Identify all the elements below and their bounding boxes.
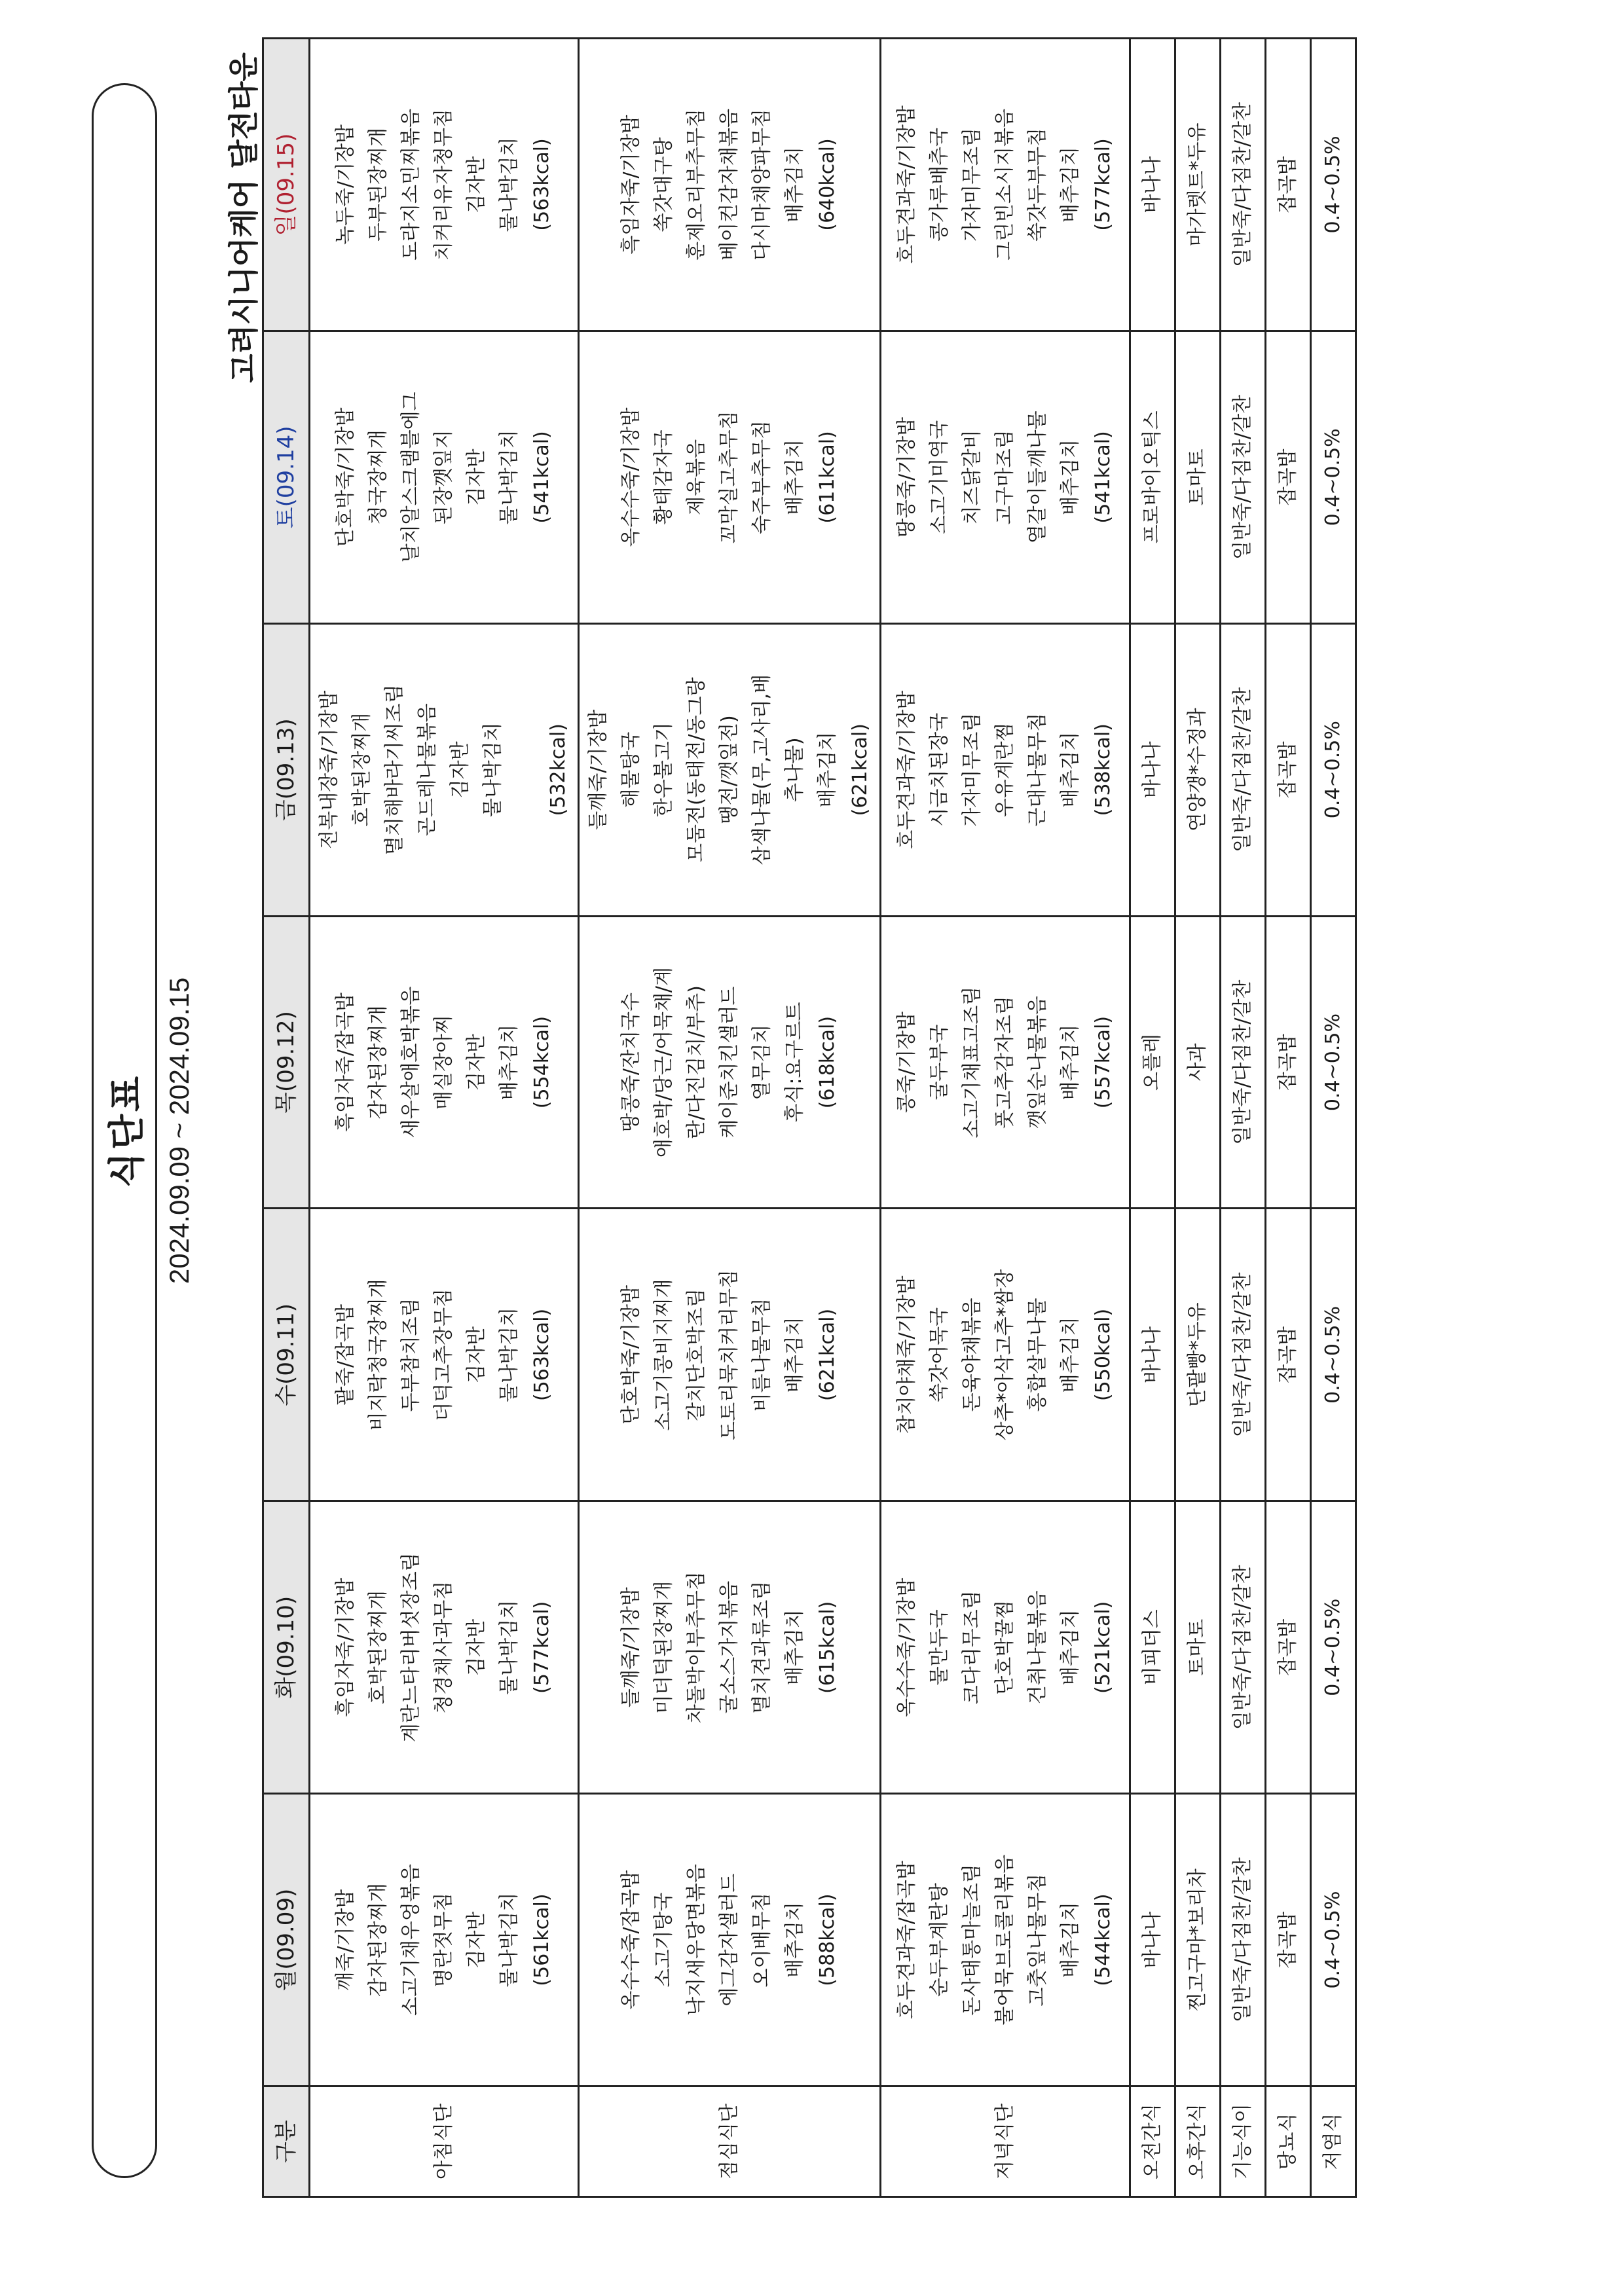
menu-item: 팥죽/잡곡밥 (334, 1303, 357, 1406)
menu-item: 흑임자죽/기장밥 (619, 115, 642, 255)
menu-item: 녹두죽/기장밥 (334, 124, 357, 245)
menu-item: 새우살애호박볶음 (399, 986, 422, 1139)
menu-item: 풋고추감자조림 (993, 996, 1016, 1129)
menu-item: 소고기콩비지찌개 (652, 1279, 675, 1431)
extra-cell: 일반죽/다짐찬/갈찬 (1221, 1209, 1266, 1501)
extra-cell: 토마토 (1175, 1501, 1221, 1794)
menu-item: 다시마채양파무침 (750, 109, 773, 261)
menu-item: 꼬막실고추무침 (718, 410, 741, 544)
menu-item: 훈제오리부추무침 (685, 109, 708, 261)
menu-item: 비지락청국장찌개 (367, 1279, 390, 1431)
extra-cell: 잡곡밥 (1266, 1501, 1311, 1794)
menu-item: 깻잎순나물볶음 (1026, 996, 1049, 1129)
menu-item: 물나박김치 (498, 1892, 521, 1988)
menu-item: 도라지소민찌볶음 (399, 109, 422, 261)
menu-item: 물만두국 (928, 1609, 951, 1686)
menu-item: 청경채사과무침 (432, 1580, 455, 1714)
extra-cell: 단팥빵*두유 (1175, 1209, 1221, 1501)
menu-item: (640kcal) (816, 138, 839, 231)
menu-item: 들깨죽/기장밥 (619, 1587, 642, 1708)
menu-item: 배추김치 (1059, 731, 1082, 808)
menu-item: 베이컨감자채볶음 (718, 109, 741, 261)
extra-cell: 바나나 (1130, 1209, 1175, 1501)
menu-cell (881, 1794, 1130, 2086)
day-header: 화(09.10) (263, 1501, 310, 1794)
menu-item: (615kcal) (816, 1601, 839, 1694)
extra-cell: 연양갱*수정과 (1175, 623, 1221, 916)
menu-item: 열갈이들깨나물 (1026, 410, 1049, 544)
menu-cell (881, 39, 1130, 331)
menu-item: (618kcal) (816, 1015, 839, 1109)
extra-cell: 토마토 (1175, 331, 1221, 623)
day-header: 목(09.12) (263, 916, 310, 1209)
menu-item: 호두견과죽/기장밥 (895, 690, 918, 849)
meal-row (881, 39, 1130, 2197)
extra-cell: 잡곡밥 (1266, 39, 1311, 331)
menu-cell (579, 1794, 881, 2086)
day-header: 수(09.11) (263, 1209, 310, 1501)
menu-item: 배추김치 (783, 1609, 806, 1686)
menu-item: 옥수수죽/기장밥 (619, 407, 642, 547)
extra-row (1175, 39, 1221, 2197)
menu-item: 배추김치 (1059, 1317, 1082, 1393)
menu-item: 쑥갓어묵국 (928, 1307, 951, 1402)
menu-item: 계란느타리버섯장조림 (399, 1552, 422, 1743)
menu-cell (310, 916, 579, 1209)
extra-cell: 잡곡밥 (1266, 1209, 1311, 1501)
menu-item: (541kcal) (1092, 431, 1115, 524)
menu-item: (532kcal) (547, 723, 570, 816)
menu-item: 제육볶음 (685, 439, 708, 515)
menu-item: 김자반 (465, 448, 488, 506)
menu-item: 우유계란찜 (993, 722, 1016, 818)
menu-item: 갈치단호박조림 (685, 1288, 708, 1421)
menu-item: (557kcal) (1092, 1015, 1115, 1109)
extra-row-label: 당뇨식 (1266, 2086, 1311, 2197)
extra-row (1266, 39, 1311, 2197)
extra-cell: 비피더스 (1130, 1501, 1175, 1794)
extra-cell: 찐고구마*보리차 (1175, 1794, 1221, 2086)
menu-item: 배추김치 (1059, 439, 1082, 515)
menu-item: (521kcal) (1092, 1601, 1115, 1694)
menu-item: 배추김치 (783, 1902, 806, 1978)
menu-item: (563kcal) (530, 138, 553, 231)
menu-item: 상추*아삭고추*쌈장 (993, 1269, 1016, 1441)
menu-item: 황태감자국 (652, 429, 675, 525)
menu-item: 돈육야채볶음 (961, 1298, 984, 1412)
extra-cell: 0.4~0.5% (1311, 331, 1356, 623)
menu-cell (310, 331, 579, 623)
menu-item: (621kcal) (816, 1308, 839, 1402)
extra-cell: 바나나 (1130, 1794, 1175, 2086)
menu-item: 케이준치킨샐러드 (718, 986, 741, 1139)
menu-item: (563kcal) (530, 1308, 553, 1402)
extra-cell: 잡곡밥 (1266, 331, 1311, 623)
menu-item: 흑임자죽/잡곡밥 (334, 993, 357, 1133)
menu-cell (310, 1501, 579, 1794)
menu-item: 건취나물볶음 (1026, 1590, 1049, 1705)
menu-item: 물나박김치 (498, 1599, 521, 1695)
menu-cell (579, 1209, 881, 1501)
menu-item: 두부된장찌개 (367, 128, 390, 242)
menu-item: 소고기미역국 (928, 420, 951, 534)
extra-cell: 일반죽/다짐찬/갈찬 (1221, 1794, 1266, 2086)
extra-cell: 0.4~0.5% (1311, 1209, 1356, 1501)
menu-item: 단호박꿀찜 (993, 1599, 1016, 1695)
page-title: 식단표 (106, 1073, 149, 1188)
extra-cell: 일반죽/다짐찬/갈찬 (1221, 916, 1266, 1209)
menu-cell (579, 916, 881, 1209)
menu-item: 근대나물무침 (1026, 712, 1049, 827)
menu-item: 물나박김치 (498, 429, 521, 525)
menu-item: 순두부계란탕 (928, 1883, 951, 1997)
menu-item: 불어묵브로콜리볶음 (993, 1854, 1016, 2026)
menu-item: 배추김치 (1059, 1902, 1082, 1978)
menu-item: 옥수수죽/기장밥 (895, 1577, 918, 1717)
menu-item: 가자미무조림 (961, 128, 984, 242)
menu-cell (881, 1209, 1130, 1501)
menu-cell (579, 39, 881, 331)
menu-item: 배추김치 (816, 731, 839, 808)
menu-item: 김자반 (465, 156, 488, 213)
menu-item: 애호박/당근/어묵채/계 (652, 966, 675, 1158)
day-header: 금(09.13) (263, 623, 310, 916)
menu-item: 더덕고추장무침 (432, 1288, 455, 1421)
menu-item: 후식:요구르트 (783, 1002, 806, 1123)
menu-item: 단호박죽/기장밥 (619, 1285, 642, 1425)
menu-item: 물나박김치 (498, 1307, 521, 1402)
extra-cell: 바나나 (1130, 39, 1175, 331)
menu-item: 고구마조림 (993, 429, 1016, 525)
extra-row-label: 기능식이 (1221, 2086, 1266, 2197)
menu-item: 배추김치 (498, 1024, 521, 1101)
extra-cell: 0.4~0.5% (1311, 916, 1356, 1209)
menu-item: 호두견과죽/기장밥 (895, 105, 918, 264)
menu-item: 소고기채표고조림 (961, 986, 984, 1139)
menu-cell (881, 1501, 1130, 1794)
menu-item: (550kcal) (1092, 1308, 1115, 1402)
menu-item: 물나박김치 (498, 137, 521, 232)
extra-row-label: 오후간식 (1175, 2086, 1221, 2197)
menu-item: (577kcal) (1092, 138, 1115, 231)
menu-item: 땡전/깻잎전) (718, 715, 741, 825)
menu-item: 치즈닭갈비 (961, 429, 984, 525)
menu-item: 김자반 (465, 1618, 488, 1676)
menu-item: 배추김치 (1059, 1024, 1082, 1101)
corner-header: 구분 (263, 2086, 310, 2197)
menu-item: (621kcal) (849, 723, 872, 816)
menu-item: 두부참치조림 (399, 1298, 422, 1412)
menu-item: 쑥갓대구탕 (652, 137, 675, 232)
menu-cell (579, 331, 881, 623)
menu-item: 가자미무조림 (961, 712, 984, 827)
menu-item: 옥수수죽/잡곡밥 (619, 1870, 642, 2010)
day-header-saturday: 토(09.14) (263, 331, 310, 623)
menu-item: 참치야채죽/기장밥 (895, 1275, 918, 1434)
facility-name: 고려시니어케어 달전타운 (226, 52, 261, 383)
menu-item: 낙지새우당면볶음 (685, 1864, 708, 2016)
menu-item: 김자반 (465, 1911, 488, 1969)
menu-item: 굴두부국 (928, 1024, 951, 1101)
menu-item: 쑥갓두부무침 (1026, 128, 1049, 242)
table-header-row (263, 39, 310, 2197)
extra-cell: 일반죽/다짐찬/갈찬 (1221, 623, 1266, 916)
extra-cell: 일반죽/다짐찬/갈찬 (1221, 331, 1266, 623)
day-header-sunday: 일(09.15) (263, 39, 310, 331)
extra-cell: 0.4~0.5% (1311, 39, 1356, 331)
menu-item: 소고기채우엉볶음 (399, 1864, 422, 2016)
extra-row-label: 저염식 (1311, 2086, 1356, 2197)
menu-item: 땅콩죽/잔치국수 (619, 993, 642, 1133)
menu-item: 소고기탕국 (652, 1892, 675, 1988)
menu-cell (310, 1209, 579, 1501)
menu-item: 치커리유자청무침 (432, 109, 455, 261)
menu-item: 전복내장죽/기장밥 (318, 690, 341, 849)
menu-cell (579, 1501, 881, 1794)
extra-cell: 0.4~0.5% (1311, 1794, 1356, 2086)
day-header: 월(09.09) (263, 1794, 310, 2086)
menu-item: 깨죽/기장밥 (334, 1889, 357, 1991)
menu-item (509, 630, 542, 910)
menu-item: 멸치견과류조림 (750, 1580, 773, 1714)
menu-item: 추나물) (783, 737, 806, 803)
menu-cell (881, 331, 1130, 623)
menu-item: 시금치된장국 (928, 712, 951, 827)
menu-item: 배추김치 (783, 439, 806, 515)
menu-item: 김자반 (465, 1034, 488, 1091)
menu-item: 미더덕된장찌개 (652, 1580, 675, 1714)
extra-cell: 잡곡밥 (1266, 623, 1311, 916)
extra-cell: 잡곡밥 (1266, 1794, 1311, 2086)
menu-item: (554kcal) (530, 1015, 553, 1109)
menu-item: 그린빈소시지볶음 (993, 109, 1016, 261)
menu-item: 고춧잎나물무침 (1026, 1873, 1049, 2007)
meal-row-label: 아침식단 (310, 2086, 579, 2197)
menu-cell (881, 623, 1130, 916)
title-banner (92, 83, 157, 2178)
menu-item: 감자된장찌개 (367, 1883, 390, 1997)
menu-item: 콩죽/기장밥 (895, 1011, 918, 1114)
menu-item: (561kcal) (530, 1893, 553, 1986)
menu-cell (310, 39, 579, 331)
menu-item: 오이배무침 (750, 1892, 773, 1988)
menu-item: 단호박죽/기장밥 (334, 407, 357, 547)
extra-row-label: 오전간식 (1130, 2086, 1175, 2197)
menu-item: 배추김치 (783, 1317, 806, 1393)
menu-item: 매실장아찌 (432, 1015, 455, 1110)
extra-cell: 프로바이오틱스 (1130, 331, 1175, 623)
menu-item: 삼색나물(무,고사리,배 (750, 674, 773, 866)
menu-item: 곤드레나물볶음 (416, 703, 439, 837)
extra-cell: 마가렛트*두유 (1175, 39, 1221, 331)
menu-item: 흑임자죽/기장밥 (334, 1577, 357, 1717)
extra-cell: 오플레 (1130, 916, 1175, 1209)
menu-item: 명란젓무침 (432, 1892, 455, 1988)
extra-cell: 사과 (1175, 916, 1221, 1209)
menu-item: 호박된장찌개 (367, 1590, 390, 1705)
meal-row-label: 저녁식단 (881, 2086, 1130, 2197)
menu-item: 홍합살무나물 (1026, 1298, 1049, 1412)
extra-cell: 일반죽/다짐찬/갈찬 (1221, 1501, 1266, 1794)
extra-cell: 잡곡밥 (1266, 916, 1311, 1209)
extra-row (1130, 39, 1175, 2197)
menu-item: 김자반 (465, 1326, 488, 1383)
menu-item: (611kcal) (816, 431, 839, 524)
menu-item: 콩가루배추국 (928, 128, 951, 242)
menu-item: 배추김치 (1059, 1609, 1082, 1686)
menu-item: 배추김치 (783, 147, 806, 223)
menu-cell (310, 1794, 579, 2086)
menu-item: 숙주부추무침 (750, 420, 773, 534)
menu-item: (538kcal) (1092, 723, 1115, 816)
menu-item: 날치알스크램블에그 (399, 392, 422, 563)
menu-item: 호두견과죽/잡곡밥 (895, 1861, 918, 2020)
extra-row (1311, 39, 1356, 2197)
period-range: 2024.09.09 ~ 2024.09.15 (164, 977, 194, 1285)
menu-cell (579, 623, 881, 916)
meal-row (579, 39, 881, 2197)
menu-item: 한우불고기 (652, 722, 675, 818)
menu-item: 배추김치 (1059, 147, 1082, 223)
extra-cell: 0.4~0.5% (1311, 623, 1356, 916)
meal-row-label: 점심식단 (579, 2086, 881, 2197)
menu-item: 들깨죽/기장밥 (587, 709, 610, 830)
menu-item: 도토리묵치커리무침 (718, 1269, 741, 1440)
menu-item: 땅콩죽/기장밥 (895, 416, 918, 538)
menu-item: (541kcal) (530, 431, 553, 524)
menu-item: 돈사태통마늘조림 (961, 1864, 984, 2016)
menu-item: 굴소스가지볶음 (718, 1580, 741, 1714)
menu-item: 차돌박이부추무침 (685, 1571, 708, 1724)
extra-cell: 바나나 (1130, 623, 1175, 916)
extra-cell: 0.4~0.5% (1311, 1501, 1356, 1794)
menu-cell (310, 623, 579, 916)
menu-item: (544kcal) (1092, 1893, 1115, 1986)
menu-item: (577kcal) (530, 1601, 553, 1694)
menu-item: 에그감자샐러드 (718, 1873, 741, 2007)
extra-row (1221, 39, 1266, 2197)
menu-item: 김자반 (449, 741, 471, 799)
menu-item: (588kcal) (816, 1893, 839, 1986)
menu-body (310, 39, 1356, 2197)
extra-cell: 일반죽/다짐찬/갈찬 (1221, 39, 1266, 331)
weekly-menu-table (262, 37, 1357, 2198)
menu-item: 멸치해바라기씨조림 (383, 684, 406, 856)
menu-item: 호박된장찌개 (350, 712, 373, 827)
menu-item: 물나박김치 (481, 722, 504, 818)
menu-item: 비름나물무침 (750, 1298, 773, 1412)
menu-cell (881, 916, 1130, 1209)
meal-row (310, 39, 579, 2197)
menu-item: 란/다진김치/부추) (685, 985, 708, 1139)
menu-item: 된장깻잎지 (432, 429, 455, 525)
menu-item: 코다리무조림 (961, 1590, 984, 1705)
menu-item: 열무김치 (750, 1024, 773, 1101)
menu-item: 해물탕국 (619, 731, 642, 808)
menu-item: 모둠전(동태전/동그랑 (685, 677, 708, 863)
menu-item: 감자된장찌개 (367, 1005, 390, 1120)
menu-item: 청국장찌개 (367, 429, 390, 525)
